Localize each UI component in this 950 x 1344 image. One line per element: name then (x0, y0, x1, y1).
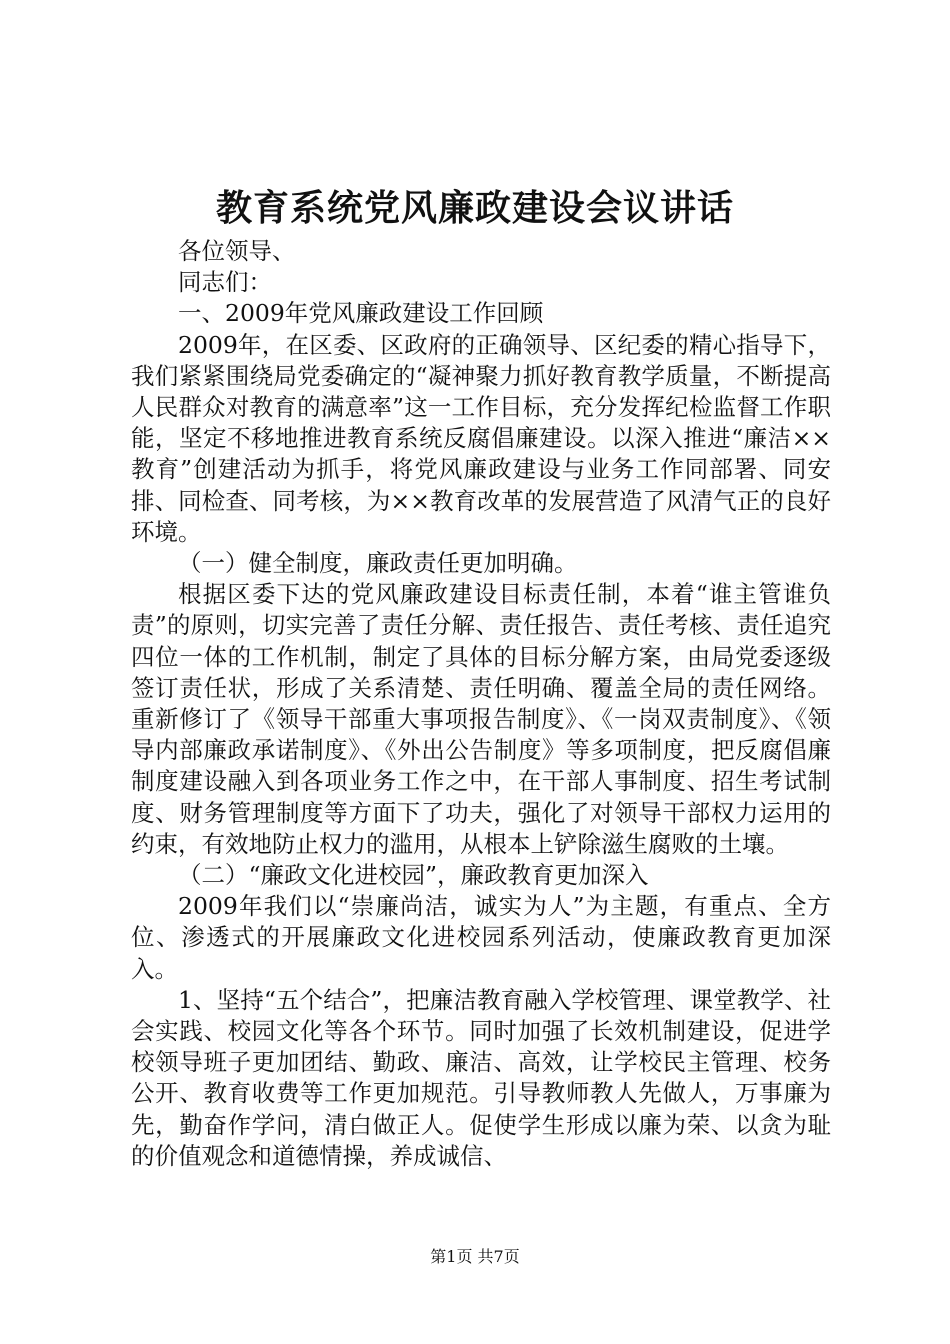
body-paragraph: 根据区委下达的党风廉政建设目标责任制，本着“谁主管谁负责”的原则，切实完善了责任分解、责任报告、责任考核、责任追究四位一体的工作机制，制定了具体的目标分解方案，由局党委逐级签订责任状，形成了关系清楚、责任明确、覆盖全局的责任网络。重新修订了《领导干部重大事项报告制度》、《一岗双责制度》、《领导内部廉政承诺制度》、《外出公告制度》等多项制度，把反腐倡廉制度建设融入到各项业务工作之中，在干部人事制度、招生考试制度、财务管理制度等方面下了功夫，强化了对领导干部权力运用的约束，有效地防止权力的滥用，从根本上铲除滋生腐败的土壤。 (131, 580, 831, 858)
body-paragraph: 1、坚持“五个结合”，把廉洁教育融入学校管理、课堂教学、社会实践、校园文化等各个环节。同时加强了长效机制建设，促进学校领导班子更加团结、勤政、廉洁、高效，让学校民主管理、校务公开、教育收费等工作更加规范。引导教师教人先做人，万事廉为先，勤奋作学问，清白做正人。促使学生形成以廉为荣、以贪为耻的价值观念和道德情操，养成诚信、 (131, 985, 831, 1170)
body-paragraph: 2009年，在区委、区政府的正确领导、区纪委的精心指导下，我们紧紧围绕局党委确定的“凝神聚力抓好教育教学质量，不断提高人民群众对教育的满意率”这一工作目标，充分发挥纪检监督工作职能，坚定不移地推进教育系统反腐倡廉建设。以深入推进“廉洁××教育”创建活动为抓手，将党风廉政建设与业务工作同部署、同安排、同检查、同考核，为××教育改革的发展营造了风清气正的良好环境。 (131, 330, 831, 546)
subsection-heading: （一）健全制度，廉政责任更加明确。 (178, 549, 578, 578)
document-body (131, 236, 831, 1172)
page-title: 教育系统党风廉政建设会议讲话 (215, 187, 734, 229)
salutation-line-2: 同志们： (178, 268, 272, 297)
subsection-heading: （二）“廉政文化进校园”，廉政教育更加深入 (178, 861, 649, 890)
body-paragraph: 2009年我们以“崇廉尚洁，诚实为人”为主题，有重点、全方位、渗透式的开展廉政文化进校园系列活动，使廉政教育更加深入。 (131, 892, 831, 983)
salutation-line-1: 各位领导、 (178, 237, 296, 265)
page-number-footer: 第1页 共7页 (430, 1247, 520, 1266)
section-heading: 一、2009年党风廉政建设工作回顾 (178, 299, 544, 328)
